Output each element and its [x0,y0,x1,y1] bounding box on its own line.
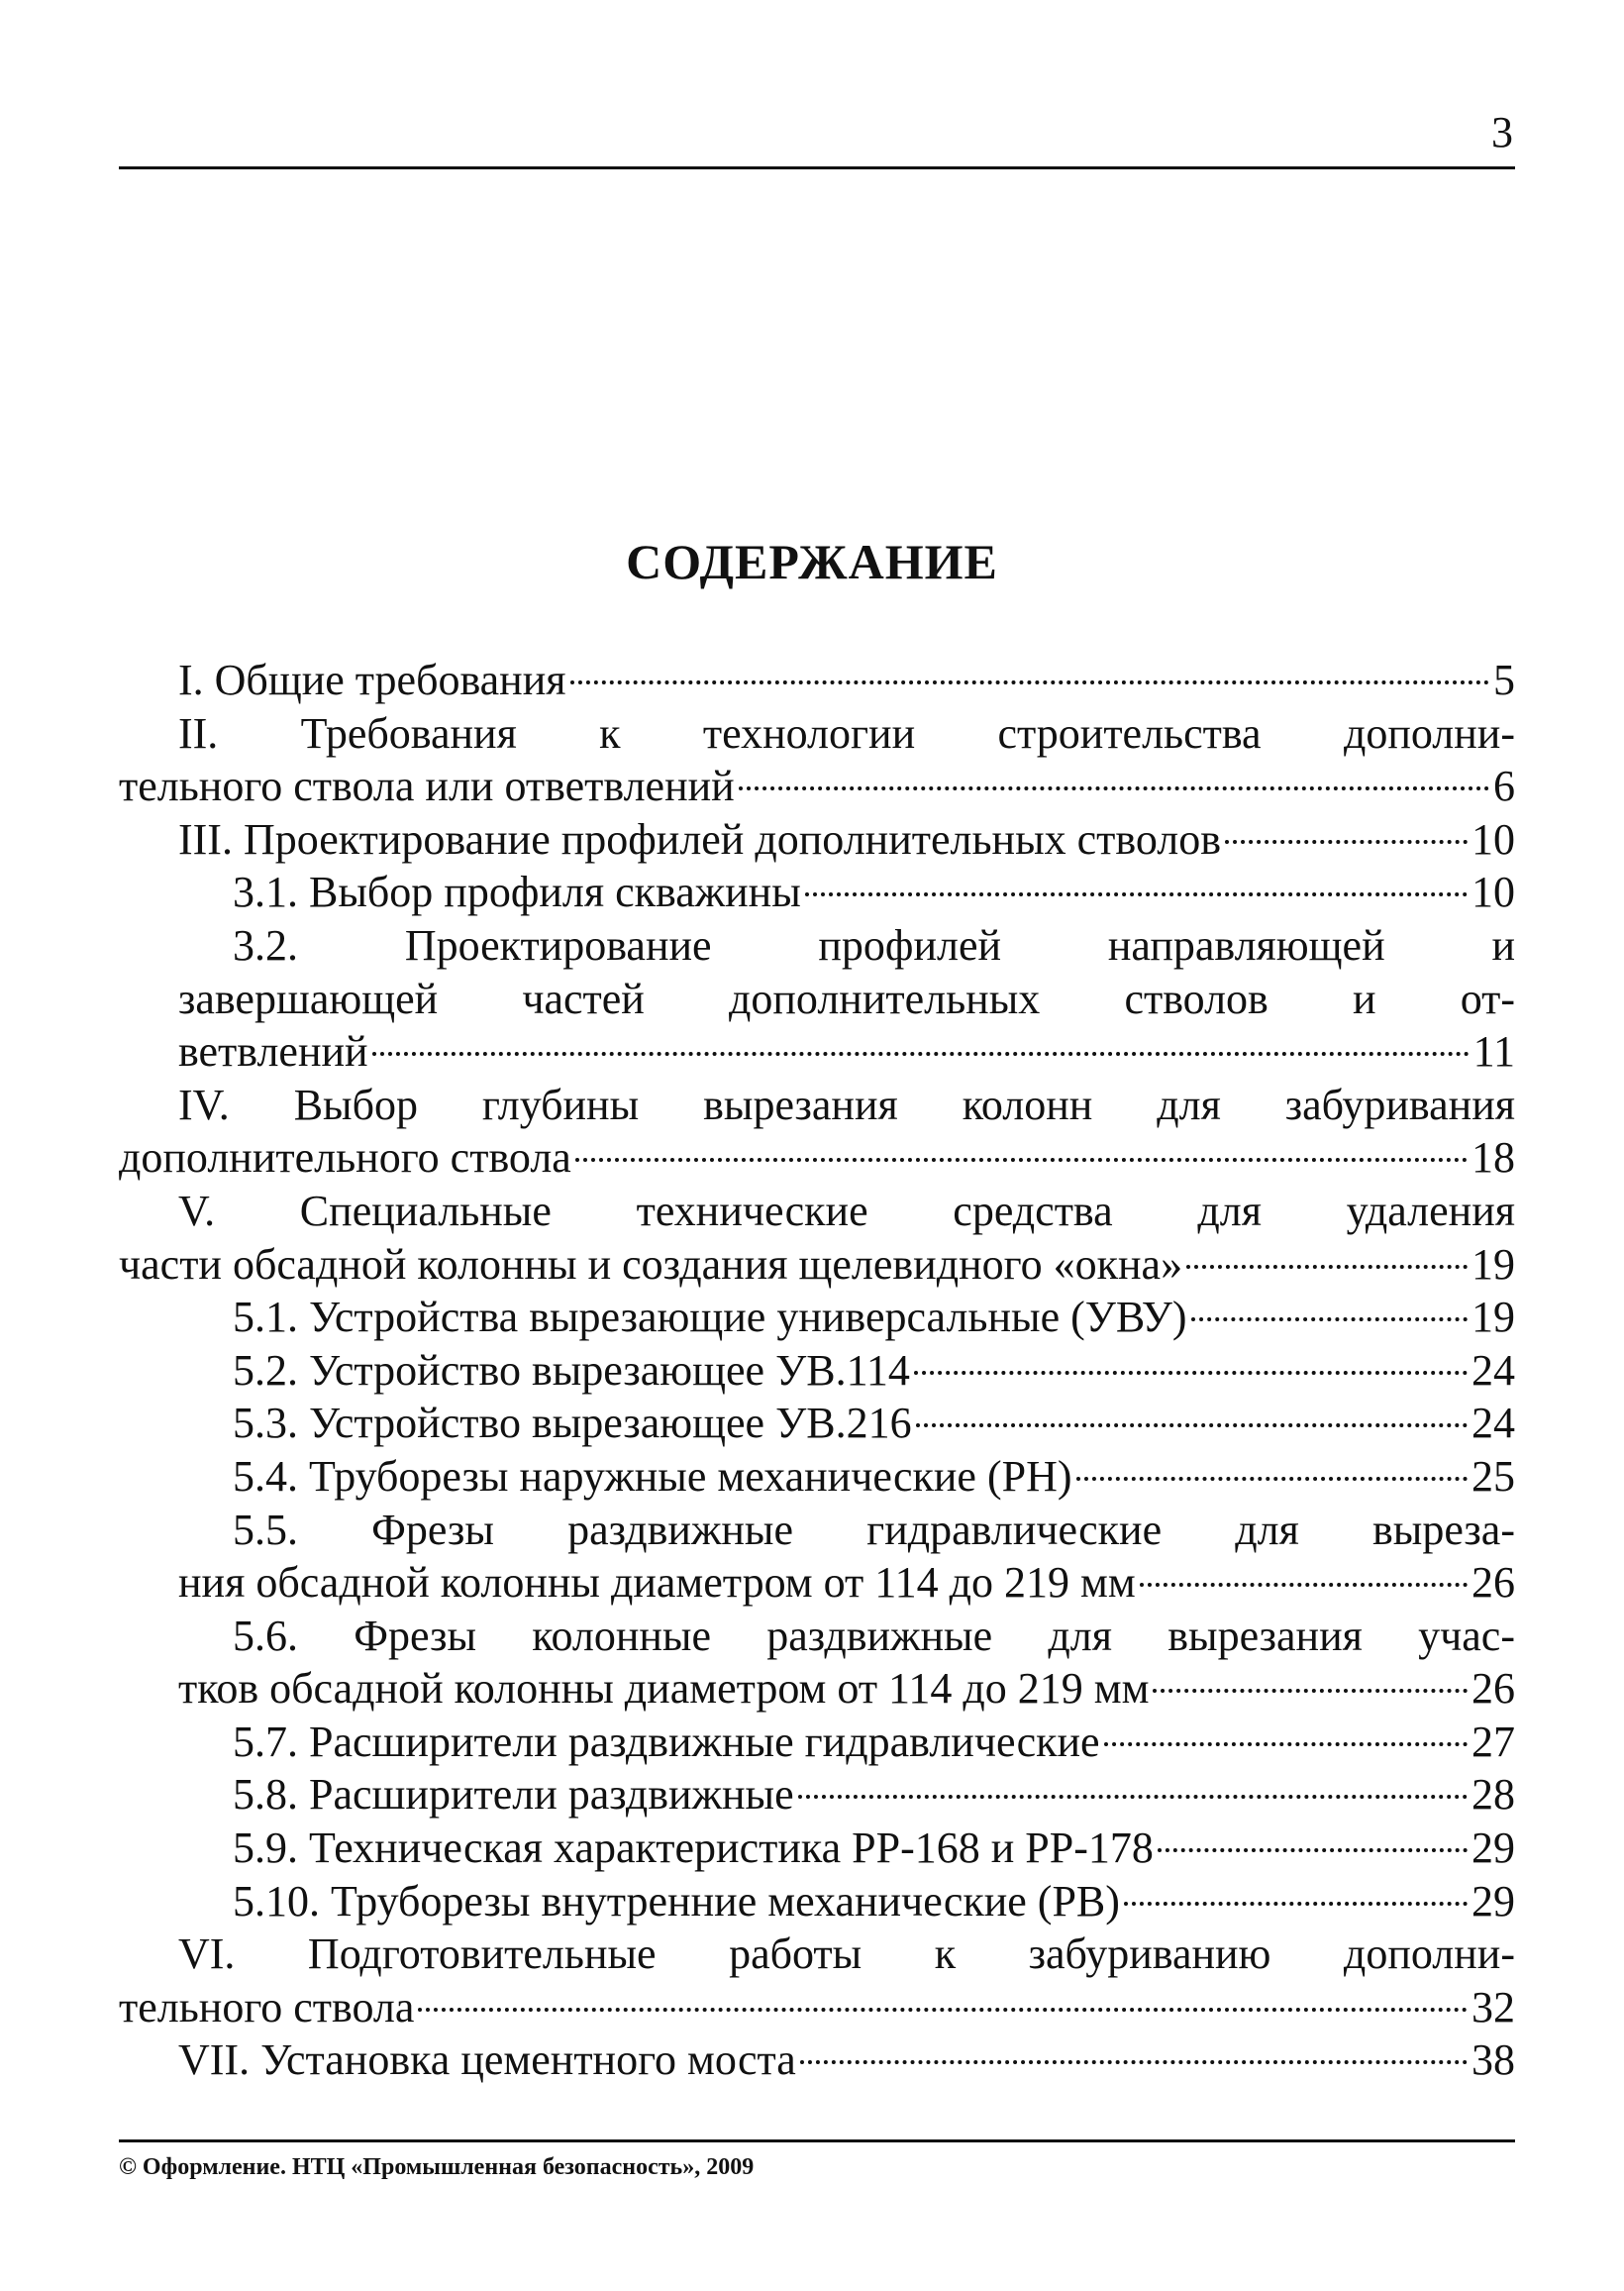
toc-entry[interactable] [119,2033,1515,2087]
toc-entry-text: III. Проектирование профилей дополнительных стволов [178,814,1222,864]
toc-entry[interactable] [119,866,1515,919]
toc-entry-text: 5.4. Труборезы наружные механические (РН) [233,1451,1072,1501]
toc-entry[interactable] [119,1716,1515,1769]
toc-entry[interactable] [119,1822,1515,1875]
page-number: 3 [1491,108,1513,156]
toc-entry-page: 11 [1472,1027,1515,1077]
toc-leader-dots [739,786,1489,790]
table-of-contents [119,654,1515,2087]
toc-entry-text: 5.8. Расширители раздвижные [233,1770,794,1820]
toc-leader-dots [1124,1902,1468,1906]
toc-leader-dots [372,1052,1470,1056]
toc-entry-text: VII. Установка цементного моста [178,2035,796,2085]
header-rule [119,166,1515,169]
toc-entry[interactable]: II. Требования к технологии строительства дополни- [178,708,1515,758]
toc-entry-page: 10 [1472,868,1515,917]
toc-entry-page: 19 [1472,1239,1515,1289]
toc-entry[interactable] [119,1291,1515,1344]
toc-entry-continuation[interactable] [119,1981,1515,2034]
toc-leader-dots [800,2060,1468,2064]
toc-entry-text: I. Общие требования [178,656,566,704]
toc-entry[interactable]: 5.6. Фрезы колонные раздвижные для вырезания учас- [233,1611,1515,1660]
footer-rule [119,2139,1515,2142]
toc-entry-text: 3.1. Выбор профиля скважины [233,868,801,917]
toc-leader-dots [1140,1583,1468,1587]
toc-entry-page: 29 [1472,1876,1515,1926]
toc-entry[interactable]: IV. Выбор глубины вырезания колонн для забуривания [178,1080,1515,1129]
toc-entry-text: ветвлений [178,1027,368,1077]
toc-leader-dots [1186,1265,1468,1269]
toc-leader-dots [1225,840,1468,844]
toc-entry-text: 5.9. Техническая характеристика РР-168 и РР-178 [233,1823,1154,1873]
toc-leader-dots [805,892,1468,896]
toc-entry-continuation[interactable] [119,1556,1515,1610]
toc-entry-page: 24 [1472,1345,1515,1395]
toc-entry-text: тков обсадной колонны диаметром от 114 до 219 мм [178,1664,1150,1714]
toc-entry-text: 5.10. Труборезы внутренние механические (РВ) [233,1876,1120,1926]
toc-leader-dots [1104,1742,1468,1746]
toc-leader-dots [418,2008,1468,2012]
toc-entry-page: 19 [1472,1293,1515,1342]
toc-entry-page: 10 [1472,814,1515,864]
toc-entry-continuation[interactable] [119,760,1515,813]
toc-entry-text: тельного ствола [119,1982,415,2031]
toc-leader-dots [570,680,1489,684]
toc-entry-continuation[interactable]: завершающей частей дополнительных стволов и от- [178,974,1515,1023]
toc-entry[interactable] [119,1344,1515,1398]
toc-entry-text: 5.7. Расширители раздвижные гидравлические [233,1717,1100,1766]
toc-entry[interactable] [119,1875,1515,1928]
toc-leader-dots [916,1423,1468,1427]
toc-entry-continuation[interactable] [119,1131,1515,1185]
toc-entry-page: 5 [1493,656,1515,704]
toc-entry[interactable]: 5.5. Фрезы раздвижные гидравлические для выреза- [233,1505,1515,1554]
toc-entry[interactable] [119,1397,1515,1450]
toc-entry-page: 29 [1472,1823,1515,1873]
toc-entry[interactable] [119,1768,1515,1822]
toc-entry-text: 5.1. Устройства вырезающие универсальные (УВУ) [233,1293,1187,1342]
toc-entry-page: 27 [1472,1717,1515,1766]
toc-entry-page: 28 [1472,1770,1515,1820]
toc-entry-continuation[interactable] [119,1662,1515,1716]
toc-entry-text: 5.3. Устройство вырезающее УВ.216 [233,1399,912,1448]
toc-entry-text: тельного ствола или ответвлений [119,762,735,811]
toc-leader-dots [1153,1689,1468,1693]
toc-entry-page: 18 [1472,1133,1515,1183]
toc-entry-text: ния обсадной колонны диаметром от 114 до 219 мм [178,1558,1136,1608]
toc-entry-page: 26 [1472,1664,1515,1714]
toc-leader-dots [1191,1317,1468,1321]
toc-entry[interactable] [119,654,1515,707]
toc-entry-continuation[interactable] [119,1025,1515,1079]
toc-leader-dots [575,1158,1468,1162]
toc-leader-dots [1158,1848,1468,1852]
toc-title: СОДЕРЖАНИЕ [626,534,998,589]
toc-leader-dots [914,1371,1468,1375]
toc-entry-page: 26 [1472,1558,1515,1608]
toc-entry[interactable] [119,1450,1515,1504]
toc-entry-text: части обсадной колонны и создания щелевидного «окна» [119,1239,1183,1289]
toc-entry[interactable]: 3.2. Проектирование профилей направляющей и [233,920,1515,970]
toc-entry-page: 25 [1472,1451,1515,1501]
toc-entry-page: 32 [1472,1982,1515,2031]
toc-entry[interactable]: V. Специальные технические средства для удаления [178,1186,1515,1235]
toc-entry-page: 24 [1472,1399,1515,1448]
toc-leader-dots [798,1795,1468,1799]
toc-entry-continuation[interactable] [119,1238,1515,1292]
toc-entry-page: 38 [1472,2035,1515,2085]
toc-entry-text: 5.2. Устройство вырезающее УВ.114 [233,1345,910,1395]
copyright-footer: © Оформление. НТЦ «Промышленная безопасность», 2009 [119,2154,755,2180]
toc-leader-dots [1076,1477,1468,1481]
toc-entry-text: дополнительного ствола [119,1133,571,1183]
toc-entry[interactable] [119,813,1515,867]
toc-entry[interactable]: VI. Подготовительные работы к забуриванию дополни- [178,1929,1515,1979]
toc-entry-page: 6 [1493,762,1515,811]
